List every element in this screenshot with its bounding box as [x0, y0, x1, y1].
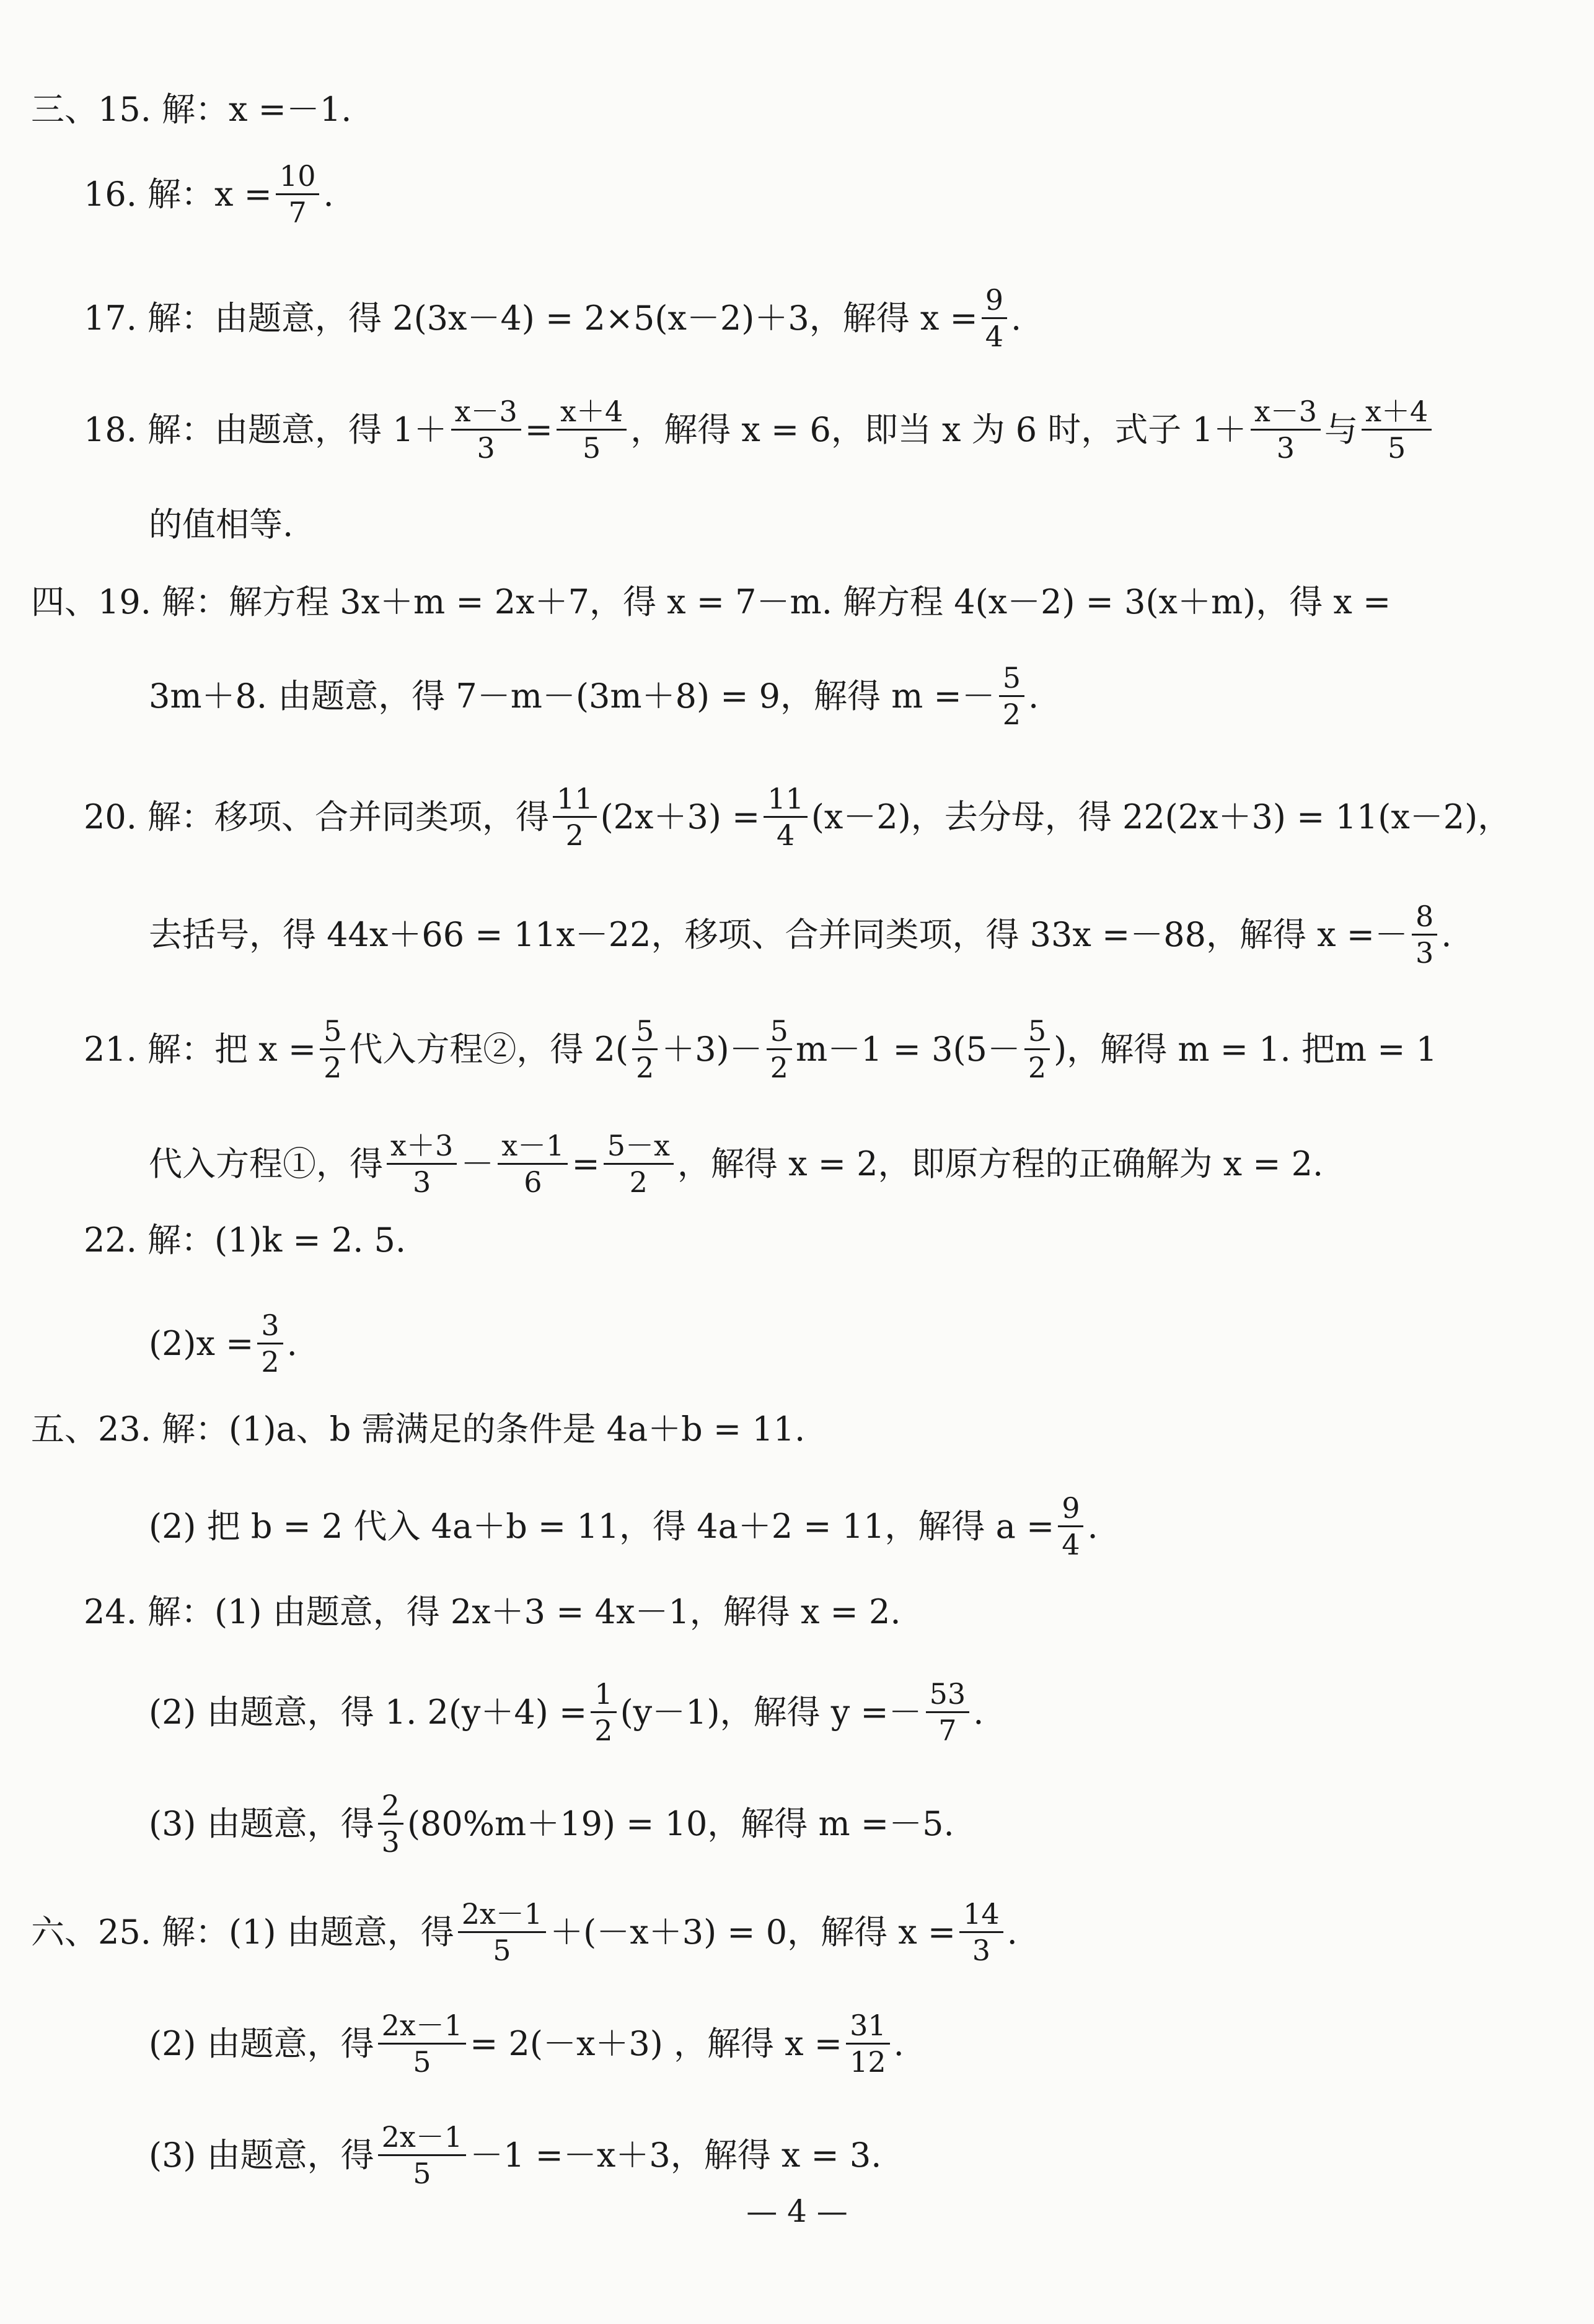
fraction: $\frac{8}{3}$	[1412, 901, 1437, 968]
fraction: $\frac{2x-1}{5}$	[458, 1899, 546, 1966]
fraction: $\frac{5}{2}$	[999, 663, 1024, 730]
answer-17: 17. 解：由题意，得 2(3x－4) = 2×5(x－2)＋3，解得 x = $\frac{9}{4}$ .	[84, 283, 1022, 354]
answer-20-cont: 去括号，得 44x＋66 = 11x－22，移项、合并同类项，得 33x =－88，解得 x =－ $\frac{8}{3}$ .	[149, 900, 1452, 970]
fraction: $\frac{5}{2}$	[320, 1016, 345, 1083]
answer-15	[31, 90, 352, 129]
fraction: $\frac{5}{2}$	[767, 1016, 792, 1083]
answer-25: 六、25. 解：(1) 由题意，得 $\frac{2x-1}{5}$ ＋(－x＋3) = 0，解得 x = $\frac{14}{3}$ .	[31, 1897, 1018, 1968]
fraction: $\frac{x+3}{3}$	[387, 1131, 457, 1198]
fraction: $\frac{2x-1}{5}$	[378, 2010, 466, 2077]
answer-19: 四、19. 解：解方程 3x＋m = 2x＋7，得 x = 7－m. 解方程 4(x－2) = 3(x＋m)，得 x =	[31, 582, 1391, 621]
answer-20: 20. 解：移项、合并同类项，得 $\frac{11}{2}$ (2x＋3) = $\frac{11}{4}$ (x－2)，去分母，得 22(2x＋3) = 11(x－2)，	[84, 782, 1512, 853]
answer-25-2: (2) 由题意，得 $\frac{2x-1}{5}$ = 2(－x＋3) ，解得 x = $\frac{31}{12}$ .	[149, 2009, 904, 2079]
answer-24-3: (3) 由题意，得 $\frac{2}{3}$ (80%m＋19) = 10，解得 m =－5.	[149, 1789, 954, 1859]
fraction: $\frac{31}{12}$	[846, 2010, 890, 2077]
answer-16: 16. 解：x = $\frac{10}{7}$ .	[84, 159, 334, 230]
answer-24-2: (2) 由题意，得 1. 2(y＋4) = $\frac{1}{2}$ (y－1)，解得 y =－ $\frac{53}{7}$ .	[149, 1677, 984, 1748]
fraction: $\frac{5}{2}$	[632, 1016, 658, 1083]
answer-23: 五、23. 解：(1)a、b 需满足的条件是 4a＋b = 11.	[31, 1410, 806, 1449]
fraction: $\frac{x-3}{3}$	[1251, 397, 1321, 463]
answer-24: 24. 解：(1) 由题意，得 2x＋3 = 4x－1，解得 x = 2.	[84, 1592, 901, 1631]
answer-17-text: 17. 解：由题意，得 2(3x－4) = 2×5(x－2)＋3，解得 x =	[84, 298, 978, 338]
fraction: $\frac{11}{2}$	[553, 784, 597, 851]
answer-25-3: (3) 由题意，得 $\frac{2x-1}{5}$ －1 =－x＋3，解得 x = 3.	[149, 2120, 882, 2191]
answer-21-cont: 代入方程①，得 $\frac{x+3}{3}$ － $\frac{x-1}{6}$ = $\frac{5-x}{2}$ ，解得 x = 2，即原方程的正确解为 x = 2.	[149, 1129, 1324, 1199]
fraction: $\frac{5-x}{2}$	[604, 1131, 674, 1198]
fraction: $\frac{x+4}{5}$	[557, 397, 627, 463]
fraction: $\frac{2}{3}$	[378, 1791, 403, 1857]
answer-15-text: 三、15. 解：x =－1.	[31, 90, 352, 129]
answer-18: 18. 解：由题意，得 1＋ $\frac{x-3}{3}$ = $\frac{x+4}{5}$ ，解得 x = 6，即当 x 为 6 时，式子 1＋ $\frac{x-3}{3}$ 与 $\frac{x+4}{5}$	[84, 397, 1435, 463]
fraction: $\frac{11}{4}$	[764, 784, 808, 851]
answer-19-cont: 3m＋8. 由题意，得 7－m－(3m＋8) = 9，解得 m =－ $\frac{5}{2}$ .	[149, 661, 1039, 732]
fraction: $\frac{x+4}{5}$	[1362, 397, 1432, 463]
page-number: — 4 —	[746, 2193, 848, 2229]
fraction: $\frac{9}{4}$	[1058, 1493, 1083, 1560]
fraction: $\frac{9}{4}$	[982, 285, 1007, 352]
answer-22: 22. 解：(1)k = 2. 5.	[84, 1221, 407, 1260]
fraction: $\frac{53}{7}$	[926, 1679, 970, 1746]
answer-23-2: (2) 把 b = 2 代入 4a＋b = 11，得 4a＋2 = 11，解得 a = $\frac{9}{4}$ .	[149, 1491, 1098, 1562]
answer-22-2: (2)x = $\frac{3}{2}$ .	[149, 1309, 297, 1379]
fraction: $\frac{x-1}{6}$	[498, 1131, 568, 1198]
answer-18-cont: 的值相等.	[149, 505, 294, 544]
fraction: $\frac{x-3}{3}$	[451, 397, 521, 463]
answer-16-text: 16. 解：x =	[84, 174, 272, 214]
fraction: $\frac{14}{3}$	[959, 1899, 1003, 1966]
fraction: $\frac{5}{2}$	[1024, 1016, 1050, 1083]
answer-21: 21. 解：把 x = $\frac{5}{2}$ 代入方程②，得 2( $\frac{5}{2}$ ＋3)－ $\frac{5}{2}$ m－1 = 3(5－ $\frac{5}{2}$ )，解得 m = 1. 把m = 1	[84, 1014, 1437, 1085]
fraction: $\frac{2x-1}{5}$	[378, 2122, 466, 2189]
fraction: $\frac{10}{7}$	[276, 161, 320, 228]
fraction: $\frac{3}{2}$	[257, 1310, 283, 1377]
fraction: $\frac{1}{2}$	[591, 1679, 616, 1746]
